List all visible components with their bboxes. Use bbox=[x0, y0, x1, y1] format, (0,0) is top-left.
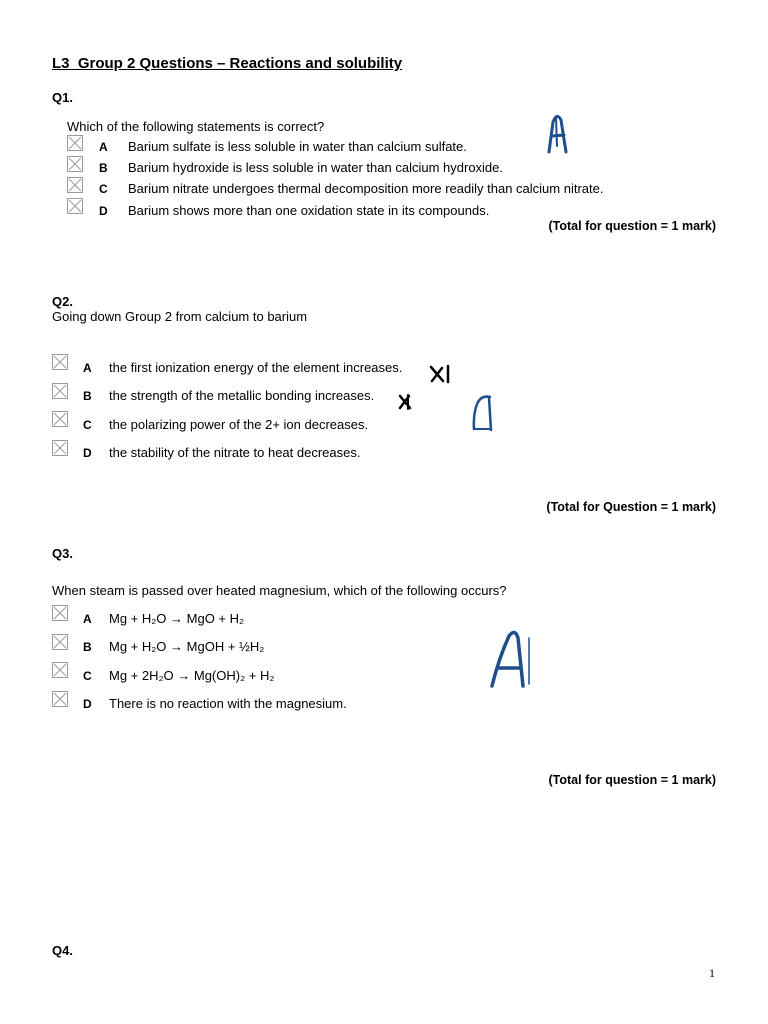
q2-option-c-checkbox[interactable] bbox=[52, 411, 68, 427]
q2-option-b-letter: B bbox=[83, 389, 92, 403]
q2-option-b-checkbox[interactable] bbox=[52, 383, 68, 399]
question-2-label: Q2. bbox=[52, 294, 73, 309]
q2-option-d-checkbox[interactable] bbox=[52, 440, 68, 456]
document-title: L3_Group 2 Questions – Reactions and solubility bbox=[52, 55, 403, 72]
q2-option-c-letter: C bbox=[83, 418, 92, 432]
q3-option-a-letter: A bbox=[83, 612, 92, 626]
question-1-stem: Which of the following statements is correct? bbox=[67, 119, 325, 134]
question-3-label: Q3. bbox=[52, 546, 73, 561]
q3-option-d-letter: D bbox=[83, 697, 92, 711]
q3-option-d-text: There is no reaction with the magnesium. bbox=[109, 696, 347, 711]
q3-option-a-checkbox[interactable] bbox=[52, 605, 68, 621]
q3-option-d-checkbox[interactable] bbox=[52, 691, 68, 707]
q2-handwritten-answer bbox=[470, 394, 500, 434]
q3-option-a-text: Mg + H₂O → MgO + H₂ bbox=[109, 611, 245, 626]
q3-handwritten-answer bbox=[487, 628, 535, 690]
q2-option-d-letter: D bbox=[83, 446, 92, 460]
q3-total-marks: (Total for question = 1 mark) bbox=[548, 773, 716, 787]
q3-option-b-text: Mg + H₂O → MgOH + ½H₂ bbox=[109, 639, 265, 654]
q2-option-a-text: the first ionization energy of the element increases. bbox=[109, 360, 403, 375]
q1-option-d-letter: D bbox=[99, 204, 108, 218]
q1-option-b-letter: B bbox=[99, 161, 108, 175]
q1-option-a-checkbox[interactable] bbox=[67, 135, 83, 151]
question-3-stem: When steam is passed over heated magnesium, which of the following occurs? bbox=[52, 583, 507, 598]
question-2-stem: Going down Group 2 from calcium to barium bbox=[52, 309, 308, 324]
q2-option-a-checkbox[interactable] bbox=[52, 354, 68, 370]
q1-option-b-checkbox[interactable] bbox=[67, 156, 83, 172]
q2-option-b-text: the strength of the metallic bonding increases. bbox=[109, 388, 375, 403]
page-number: 1 bbox=[709, 966, 715, 980]
q1-option-d-checkbox[interactable] bbox=[67, 198, 83, 214]
q1-total-marks: (Total for question = 1 mark) bbox=[548, 219, 716, 233]
q3-option-b-checkbox[interactable] bbox=[52, 634, 68, 650]
q2-option-a-letter: A bbox=[83, 361, 92, 375]
q2-option-c-text: the polarizing power of the 2+ ion decreases. bbox=[109, 417, 369, 432]
q1-option-c-letter: C bbox=[99, 182, 108, 196]
q1-option-b-text: Barium hydroxide is less soluble in water than calcium hydroxide. bbox=[128, 160, 504, 175]
q3-option-c-checkbox[interactable] bbox=[52, 662, 68, 678]
question-1-label: Q1. bbox=[52, 90, 73, 105]
q1-option-d-text: Barium shows more than one oxidation state in its compounds. bbox=[128, 203, 490, 218]
q3-option-c-letter: C bbox=[83, 669, 92, 683]
question-4-label: Q4. bbox=[52, 943, 73, 958]
q3-option-b-letter: B bbox=[83, 640, 92, 654]
q2-option-a-handwritten-x-mark bbox=[428, 364, 452, 384]
q2-total-marks: (Total for Question = 1 mark) bbox=[546, 500, 716, 514]
q1-option-a-letter: A bbox=[99, 140, 108, 154]
q1-option-a-text: Barium sulfate is less soluble in water than calcium sulfate. bbox=[128, 139, 467, 154]
q1-handwritten-answer bbox=[545, 112, 571, 154]
q1-option-c-text: Barium nitrate undergoes thermal decomposition more readily than calcium nitrate. bbox=[128, 181, 604, 196]
q2-option-d-text: the stability of the nitrate to heat decreases. bbox=[109, 445, 361, 460]
q3-option-c-text: Mg + 2H₂O → Mg(OH)₂ + H₂ bbox=[109, 668, 275, 683]
q2-option-b-handwritten-x-mark bbox=[397, 393, 415, 411]
q1-option-c-checkbox[interactable] bbox=[67, 177, 83, 193]
